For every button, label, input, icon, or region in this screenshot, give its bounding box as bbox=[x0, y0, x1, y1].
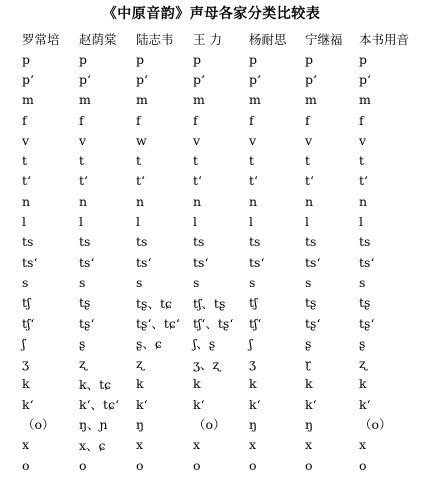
table-cell: f bbox=[249, 112, 254, 128]
table-cell: s bbox=[359, 274, 366, 290]
table-cell: ŋ bbox=[136, 416, 145, 432]
table-cell: m bbox=[79, 92, 91, 108]
column-header: 赵荫棠 bbox=[79, 31, 117, 47]
table-row bbox=[22, 171, 419, 191]
table-row bbox=[22, 374, 419, 394]
table-cell: kʻ、tɕʻ bbox=[79, 397, 120, 413]
table-cell: ts bbox=[193, 234, 205, 250]
table-cell: kʻ bbox=[305, 396, 317, 412]
table-cell: k bbox=[193, 376, 201, 392]
table-cell: （o） bbox=[22, 417, 55, 433]
table-cell: n bbox=[136, 193, 145, 209]
table-cell: l bbox=[22, 214, 26, 230]
table-cell: o bbox=[136, 457, 144, 473]
table-cell: n bbox=[249, 193, 258, 209]
table-cell: tsʻ bbox=[305, 254, 321, 270]
table-row bbox=[22, 49, 419, 69]
table-cell: o bbox=[79, 457, 87, 473]
table-cell: p bbox=[249, 51, 258, 67]
table-cell: t bbox=[305, 153, 311, 169]
table-cell: ʃ bbox=[22, 335, 26, 351]
table-cell: n bbox=[22, 193, 31, 209]
table-cell: ʒ、ʐ bbox=[193, 356, 221, 372]
table-cell: o bbox=[359, 457, 367, 473]
table-cell: s bbox=[79, 274, 86, 290]
table-cell: tsʻ bbox=[193, 254, 209, 270]
table-row bbox=[22, 455, 419, 475]
table-row bbox=[22, 333, 419, 353]
table-cell: f bbox=[305, 112, 310, 128]
table-cell: pʻ bbox=[359, 71, 371, 87]
column-header: 杨耐思 bbox=[249, 31, 287, 47]
table-cell: ŋ、ɲ bbox=[79, 417, 108, 433]
table-cell: v bbox=[305, 132, 313, 148]
table-cell: ʒ bbox=[22, 356, 30, 372]
table-cell: p bbox=[136, 51, 145, 67]
table-cell: t bbox=[79, 153, 85, 169]
table-cell: l bbox=[136, 214, 140, 230]
table-cell: x bbox=[22, 437, 30, 453]
table-cell: s bbox=[136, 274, 143, 290]
column-header: 罗常培 bbox=[22, 31, 60, 47]
table-cell: ʂ bbox=[305, 335, 312, 351]
table-cell: tʻ bbox=[359, 173, 368, 189]
table-cell: ʐ bbox=[136, 356, 144, 372]
table-row bbox=[22, 252, 419, 272]
table-cell: k bbox=[305, 376, 313, 392]
header-row bbox=[22, 28, 419, 49]
table-cell: tʃʻ bbox=[22, 315, 35, 331]
table-cell: ʃ bbox=[249, 335, 253, 351]
table-cell: ʒ bbox=[249, 356, 257, 372]
table-cell: tʂ、tɕ bbox=[136, 295, 172, 311]
table-cell: m bbox=[136, 92, 148, 108]
table-cell: tsʻ bbox=[249, 254, 265, 270]
table-cell: f bbox=[79, 112, 84, 128]
table-cell: ts bbox=[22, 234, 34, 250]
table-cell: （o） bbox=[193, 417, 226, 433]
table-cell: x bbox=[136, 437, 144, 453]
table-cell: ts bbox=[305, 234, 317, 250]
table-cell: tʂʻ bbox=[305, 315, 321, 331]
table-cell: m bbox=[193, 92, 205, 108]
table-cell: v bbox=[359, 132, 367, 148]
table-row bbox=[22, 150, 419, 170]
table-cell: p bbox=[22, 51, 31, 67]
table-title: 《中原音韵》声母各家分类比较表 bbox=[102, 6, 321, 22]
table-cell: tʃʻ、tʂʻ bbox=[193, 316, 234, 331]
table-cell: tʻ bbox=[249, 173, 258, 189]
table-cell: t bbox=[136, 153, 142, 169]
table-cell: ʂ、ɕ bbox=[136, 336, 162, 352]
table-cell: tsʻ bbox=[79, 254, 95, 270]
table-cell: t bbox=[249, 153, 255, 169]
table-row bbox=[22, 435, 419, 455]
table-row bbox=[22, 353, 419, 373]
table-cell: f bbox=[136, 112, 141, 128]
table-cell: ʐ bbox=[359, 356, 367, 372]
table-cell: n bbox=[305, 193, 314, 209]
table-cell: tʂ bbox=[359, 295, 371, 311]
table-cell: k bbox=[22, 376, 30, 392]
table-cell: pʻ bbox=[249, 71, 261, 87]
table-cell: t bbox=[193, 153, 199, 169]
table-cell: kʻ bbox=[359, 396, 371, 412]
table-cell: t bbox=[359, 153, 365, 169]
table-cell: v bbox=[249, 132, 257, 148]
table-cell: t bbox=[22, 153, 28, 169]
table-cell: k、tɕ bbox=[79, 376, 112, 392]
table-cell: n bbox=[79, 193, 88, 209]
table-cell: x bbox=[359, 437, 367, 453]
table-cell: kʻ bbox=[136, 396, 148, 412]
table-cell: l bbox=[193, 214, 197, 230]
table-cell: f bbox=[359, 112, 364, 128]
table-cell: x bbox=[193, 437, 201, 453]
table-row bbox=[22, 211, 419, 231]
table-cell: k bbox=[136, 376, 144, 392]
table-cell: w bbox=[136, 132, 147, 148]
table-cell: tʃʻ bbox=[249, 315, 262, 331]
table-cell: tʃ bbox=[249, 295, 258, 311]
table-cell: m bbox=[249, 92, 261, 108]
table-row bbox=[22, 394, 419, 414]
table-cell: s bbox=[305, 274, 312, 290]
table-cell: kʻ bbox=[22, 396, 34, 412]
table-body bbox=[22, 49, 419, 475]
table-cell: p bbox=[193, 51, 202, 67]
table-cell: o bbox=[22, 457, 30, 473]
table-cell: tʻ bbox=[79, 173, 88, 189]
table-row bbox=[22, 191, 419, 211]
table-row bbox=[22, 69, 419, 89]
table-row bbox=[22, 313, 419, 333]
table-cell: pʻ bbox=[22, 71, 34, 87]
table-cell: ʂ bbox=[79, 335, 86, 351]
table-cell: p bbox=[305, 51, 314, 67]
table-cell: l bbox=[249, 214, 253, 230]
table-cell: ts bbox=[136, 234, 148, 250]
table-row bbox=[22, 130, 419, 150]
table-cell: ɽ bbox=[305, 356, 311, 372]
table-cell: ts bbox=[249, 234, 261, 250]
table-cell: ʃ、ʂ bbox=[193, 336, 216, 352]
table-cell: m bbox=[359, 92, 371, 108]
table-cell: ŋ bbox=[249, 416, 258, 432]
table-cell: m bbox=[22, 92, 34, 108]
table-cell: tʻ bbox=[136, 173, 145, 189]
table-cell: x bbox=[305, 437, 313, 453]
table-cell: ʂ bbox=[359, 335, 366, 351]
table-cell: tsʻ bbox=[136, 254, 152, 270]
table-cell: v bbox=[193, 132, 201, 148]
comparison-table bbox=[22, 28, 419, 475]
table-cell: tʻ bbox=[193, 173, 202, 189]
table-cell: ʐ bbox=[79, 356, 87, 372]
table-cell: f bbox=[22, 112, 27, 128]
column-header: 陆志韦 bbox=[136, 31, 174, 47]
table-row bbox=[22, 110, 419, 130]
table-cell: tʻ bbox=[22, 173, 31, 189]
table-cell: v bbox=[79, 132, 87, 148]
table-cell: tʂ bbox=[79, 295, 91, 311]
table-cell: pʻ bbox=[305, 71, 317, 87]
table-row bbox=[22, 232, 419, 252]
table-cell: pʻ bbox=[136, 71, 148, 87]
table-cell: f bbox=[193, 112, 198, 128]
table-cell: l bbox=[305, 214, 309, 230]
table-cell: s bbox=[22, 274, 29, 290]
table-cell: k bbox=[359, 376, 367, 392]
table-cell: tʂʻ bbox=[79, 315, 95, 331]
table-cell: k bbox=[249, 376, 257, 392]
table-cell: tsʻ bbox=[22, 254, 38, 270]
table-row bbox=[22, 272, 419, 292]
table-cell: kʻ bbox=[193, 396, 205, 412]
table-cell: ts bbox=[359, 234, 371, 250]
table-cell: kʻ bbox=[249, 396, 261, 412]
table-cell: n bbox=[359, 193, 368, 209]
table-cell: p bbox=[359, 51, 368, 67]
table-cell: m bbox=[305, 92, 317, 108]
table-cell: tʂʻ bbox=[359, 315, 375, 331]
table-cell: s bbox=[249, 274, 256, 290]
table-row bbox=[22, 90, 419, 110]
table-cell: pʻ bbox=[193, 71, 205, 87]
table-cell: v bbox=[22, 132, 30, 148]
table-row bbox=[22, 293, 419, 313]
table-cell: l bbox=[79, 214, 83, 230]
table-cell: tʻ bbox=[305, 173, 314, 189]
table-cell: p bbox=[79, 51, 88, 67]
table-cell: ŋ bbox=[305, 416, 314, 432]
table-cell: tʃ bbox=[22, 295, 31, 311]
table-cell: tʃ、tʂ bbox=[193, 295, 226, 311]
table-cell: n bbox=[193, 193, 202, 209]
table-cell: o bbox=[193, 457, 201, 473]
table-cell: x、ɕ bbox=[79, 437, 106, 453]
table-cell: o bbox=[305, 457, 313, 473]
column-header: 宁继福 bbox=[305, 31, 343, 47]
table-cell: x bbox=[249, 437, 257, 453]
table-cell: pʻ bbox=[79, 71, 91, 87]
table-cell: tʂʻ、tɕʻ bbox=[136, 316, 180, 331]
table-cell: （o） bbox=[359, 417, 392, 433]
column-header: 本书用音 bbox=[359, 31, 410, 47]
table-cell: o bbox=[249, 457, 257, 473]
table-cell: s bbox=[193, 274, 200, 290]
table-cell: l bbox=[359, 214, 363, 230]
table-cell: tsʻ bbox=[359, 254, 375, 270]
column-header: 王 力 bbox=[193, 31, 222, 47]
table-cell: ts bbox=[79, 234, 91, 250]
table-cell: tʂ bbox=[305, 295, 317, 311]
table-row bbox=[22, 414, 419, 434]
